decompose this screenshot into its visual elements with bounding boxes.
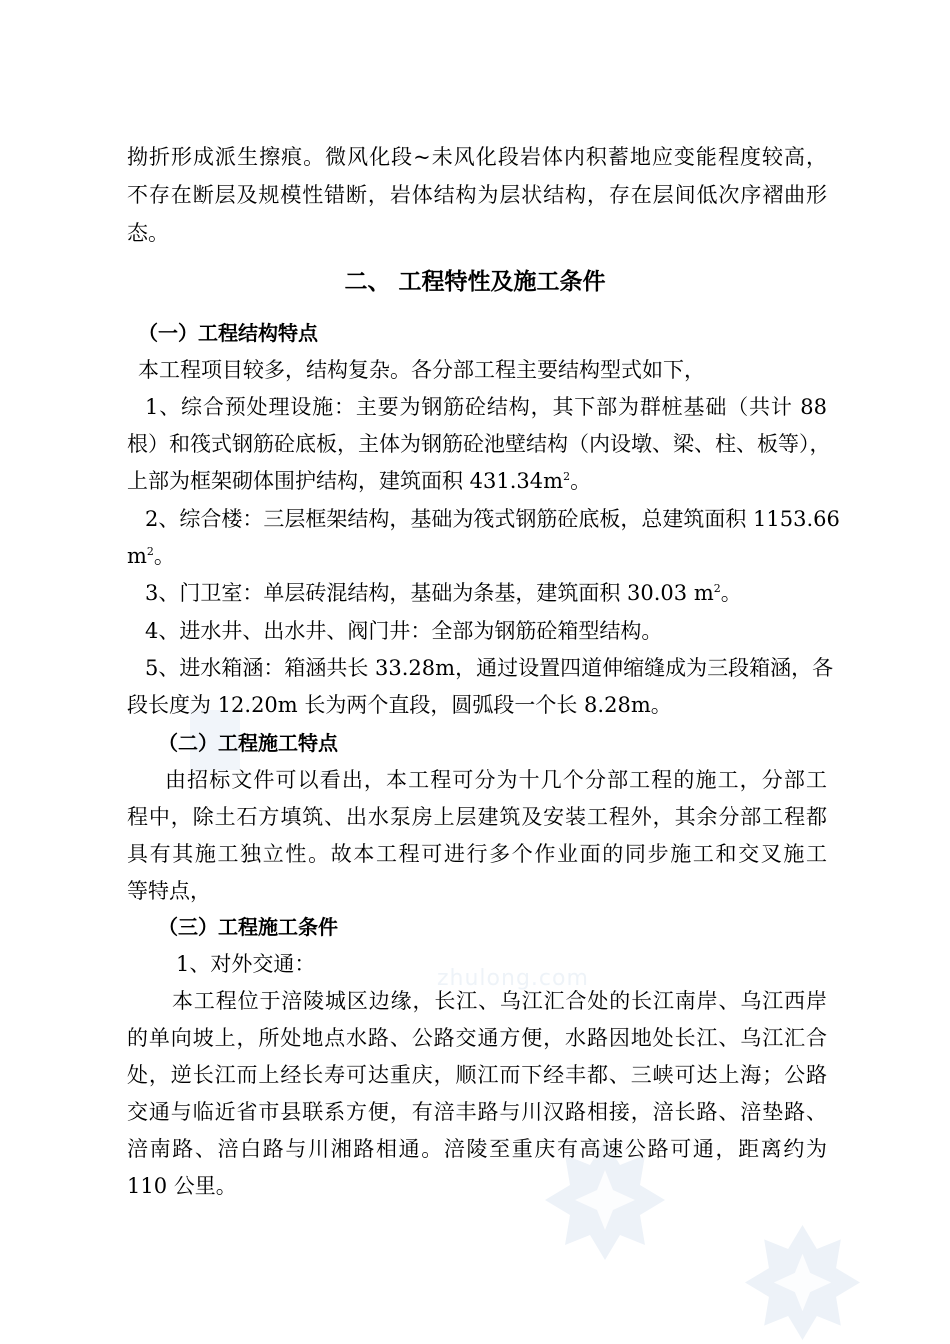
subsection-title-conditions: （三）工程施工条件	[158, 915, 338, 939]
list-item-line: 2、综合楼：三层框架结构，基础为筏式钢筋砼底板，总建筑面积 1153.66	[145, 507, 840, 531]
paragraph-line: 态。	[127, 221, 169, 245]
list-item-line: 段长度为 12.20m 长为两个直段，圆弧段一个长 8.28m。	[127, 693, 672, 717]
section-title: 二、 工程特性及施工条件	[344, 269, 606, 295]
paragraph-line: 不存在断层及规模性错断，岩体结构为层状结构，存在层间低次序褶曲形	[127, 183, 827, 207]
paragraph-line: 处，逆长江而上经长寿可达重庆，顺江而下经丰都、三峡可达上海；公路	[127, 1063, 827, 1087]
paragraph-line: 本工程项目较多，结构复杂。各分部工程主要结构型式如下，	[138, 358, 705, 382]
list-item-line: 3、门卫室：单层砖混结构，基础为条基，建筑面积 30.03 $m^2$。	[145, 581, 742, 605]
list-item-line: 5、进水箱涵：箱涵共长 33.28m，通过设置四道伸缩缝成为三段箱涵，各	[145, 656, 834, 680]
paragraph-line: 本工程位于涪陵城区边缘，长江、乌江汇合处的长江南岸、乌江西岸	[172, 989, 827, 1013]
subsection-title-construction: （二）工程施工特点	[158, 731, 338, 755]
paragraph-line: 等特点，	[127, 879, 211, 903]
watermark-logo-icon-2	[745, 1225, 860, 1340]
watermark-text: zhulong.com	[437, 966, 589, 991]
list-item-title: 1、对外交通：	[176, 952, 316, 976]
paragraph-line: 具有其施工独立性。故本工程可进行多个作业面的同步施工和交叉施工	[127, 842, 827, 866]
paragraph-line: 由招标文件可以看出，本工程可分为十几个分部工程的施工，分部工	[165, 768, 827, 792]
paragraph-line: 程中，除土石方填筑、出水泵房上层建筑及安装工程外，其余分部工程都	[127, 805, 827, 829]
subsection-title-structure: （一）工程结构特点	[138, 321, 318, 345]
paragraph-line: 涪南路、涪白路与川湘路相通。涪陵至重庆有高速公路可通，距离约为	[127, 1137, 827, 1161]
list-item-line: 根）和筏式钢筋砼底板，主体为钢筋砼池壁结构（内设墩、梁、柱、板等），	[127, 432, 831, 456]
paragraph-line: 的单向坡上，所处地点水路、公路交通方便，水路因地处长江、乌江汇合	[127, 1026, 827, 1050]
list-item-line: 4、进水井、出水井、阀门井：全部为钢筋砼箱型结构。	[145, 619, 663, 643]
paragraph-line: 拗折形成派生擦痕。微风化段~未风化段岩体内积蓄地应变能程度较高，	[127, 145, 827, 169]
list-item-line: 上部为框架砌体围护结构，建筑面积 $431.34m^2$。	[127, 469, 592, 493]
paragraph-line: 交通与临近省市县联系方便，有涪丰路与川汉路相接，涪长路、涪垫路、	[127, 1100, 827, 1124]
list-item-line: $m^2$。	[127, 544, 175, 568]
list-item-line: 1、综合预处理设施：主要为钢筋砼结构，其下部为群桩基础（共计 88	[145, 395, 827, 419]
paragraph-line: 110 公里。	[127, 1174, 237, 1198]
